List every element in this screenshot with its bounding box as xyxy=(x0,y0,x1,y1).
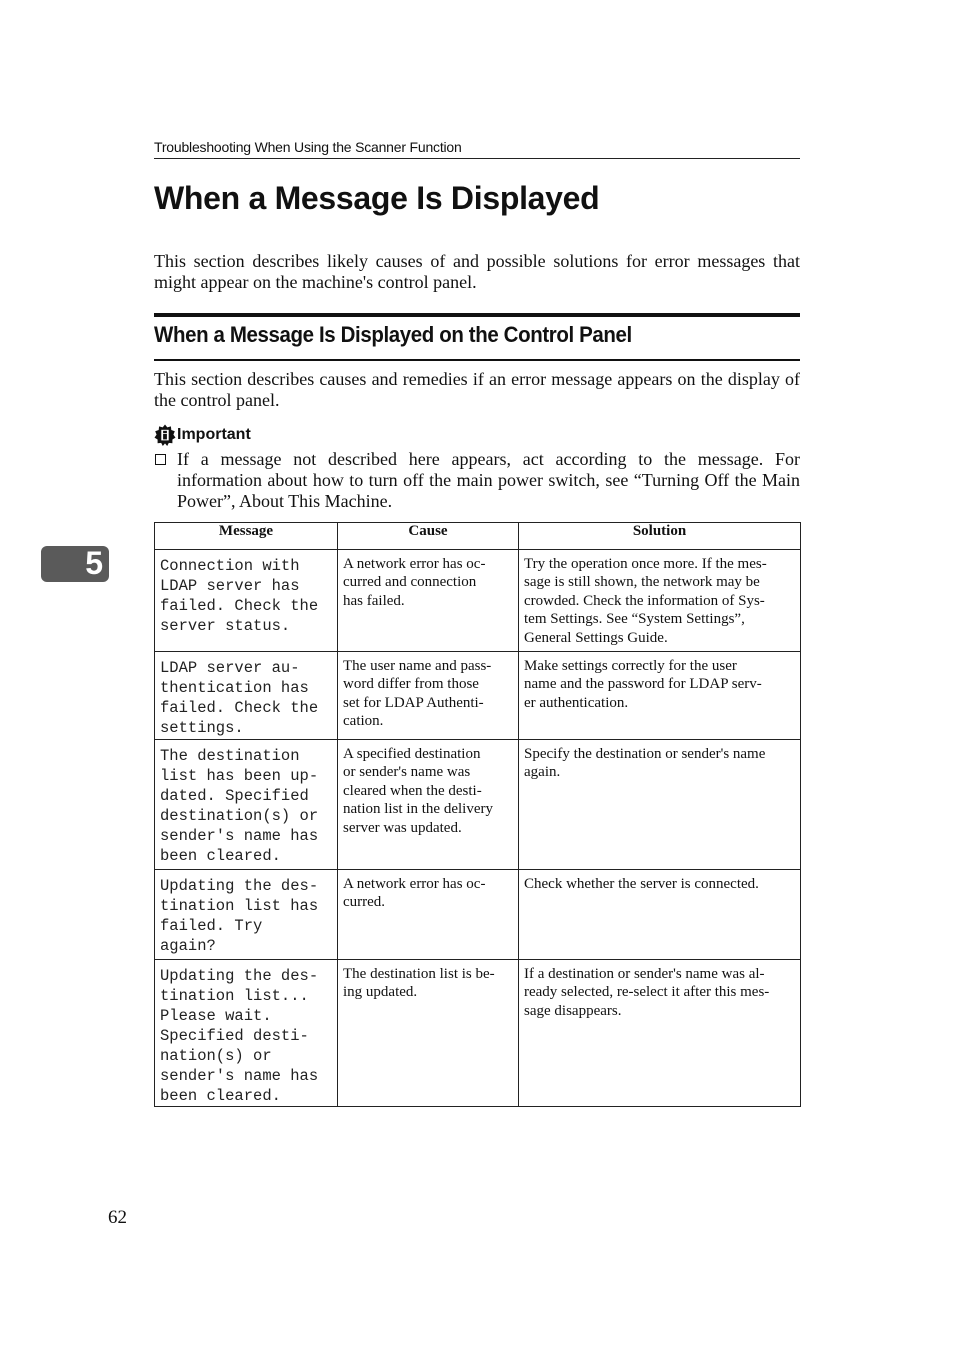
section-intro: This section describes likely causes of and possible solutions for error messages that might appear on the machine's control panel. xyxy=(154,251,800,292)
table-row xyxy=(155,550,801,652)
important-note xyxy=(154,449,800,512)
cause-cell: The user name and pass- word differ from those set for LDAP Authenti- cation. xyxy=(338,652,519,740)
checkbox-bullet-icon xyxy=(155,454,166,465)
chapter-tab xyxy=(41,546,109,582)
subsection-rule-bottom xyxy=(154,359,800,361)
important-heading xyxy=(154,424,251,446)
subsection-title: When a Message Is Displayed on the Control Panel xyxy=(154,322,632,347)
solution-cell: Try the operation once more. If the mes- sage is still shown, the network may be crowded. Check the information of Sys- tem Settings. See “System Settings”, General Settings Guide. xyxy=(519,550,801,652)
running-header: Troubleshooting When Using the Scanner Function xyxy=(154,139,462,155)
message-cell: Updating the des- tination list has failed. Try again? xyxy=(155,870,338,960)
cause-cell: The destination list is be- ing updated. xyxy=(338,960,519,1107)
chapter-number: 5 xyxy=(85,545,103,581)
table-header-row xyxy=(155,523,801,550)
table-row xyxy=(155,870,801,960)
subsection-rule-top xyxy=(154,313,800,317)
column-header-message: Message xyxy=(155,523,338,550)
message-table xyxy=(154,522,801,1107)
subsection-intro: This section describes causes and remedies if an error message appears on the display of the control panel. xyxy=(154,369,800,410)
column-header-cause: Cause xyxy=(338,523,519,550)
cause-cell: A specified destination or sender's name was cleared when the desti- nation list in the delivery server was updated. xyxy=(338,740,519,870)
message-cell: The destination list has been up- dated. Specified destination(s) or sender's name has been cleared. xyxy=(155,740,338,870)
table-row xyxy=(155,960,801,1107)
message-cell: LDAP server au- thentication has failed. Check the settings. xyxy=(155,652,338,740)
table-row xyxy=(155,652,801,740)
important-note-text: If a message not described here appears, act according to the message. For information about how to turn off the main power switch, see “Turning Off the Main Power”, About This Machine. xyxy=(177,449,800,511)
solution-cell: Check whether the server is connected. xyxy=(519,870,801,960)
message-cell: Connection with LDAP server has failed. Check the server status. xyxy=(155,550,338,652)
solution-cell: Make settings correctly for the user name and the password for LDAP serv- er authentication. xyxy=(519,652,801,740)
cause-cell: A network error has oc- curred. xyxy=(338,870,519,960)
important-icon xyxy=(154,424,176,446)
page-number: 62 xyxy=(108,1207,127,1228)
table-row xyxy=(155,740,801,870)
section-title: When a Message Is Displayed xyxy=(154,180,600,216)
column-header-solution: Solution xyxy=(519,523,801,550)
header-rule xyxy=(154,158,800,159)
solution-cell: If a destination or sender's name was al- ready selected, re-select it after this mes- sage disappears. xyxy=(519,960,801,1107)
cause-cell: A network error has oc- curred and connection has failed. xyxy=(338,550,519,652)
message-cell: Updating the des- tination list... Please wait. Specified desti- nation(s) or sender's name has been cleared. xyxy=(155,960,338,1107)
solution-cell: Specify the destination or sender's name again. xyxy=(519,740,801,870)
important-label: Important xyxy=(177,426,251,443)
